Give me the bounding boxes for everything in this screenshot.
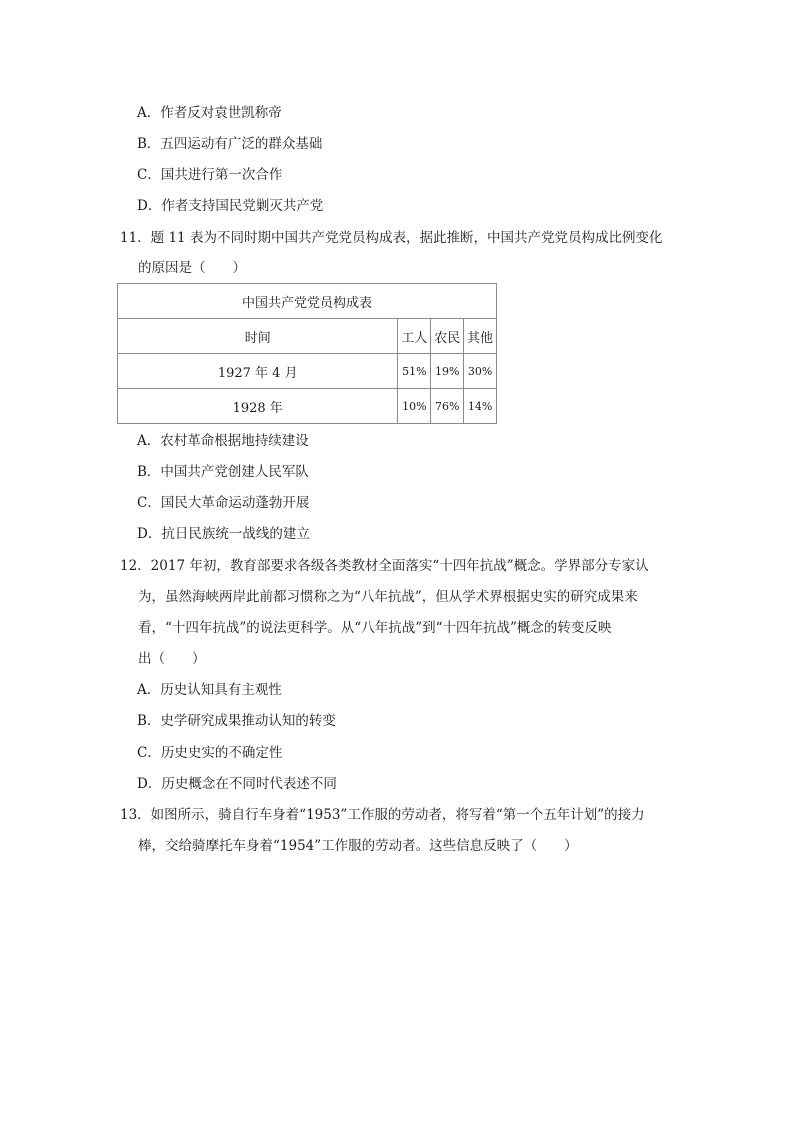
header-peasants: 农民 <box>431 319 464 354</box>
q13-stem-line2: 棒，交给骑摩托车身着“1954”工作服的劳动者。这些信息反映了（ ） <box>138 838 578 854</box>
q12-stem-line1: 12．2017 年初，教育部要求各级各类教材全面落实“十四年抗战”概念。学界部分专家认 <box>120 558 649 574</box>
header-others: 其他 <box>464 319 497 354</box>
header-workers: 工人 <box>398 319 431 354</box>
q10-option-b: B．五四运动有广泛的群众基础 <box>137 136 323 152</box>
q12-option-a: A．历史认知具有主观性 <box>137 682 282 698</box>
q12-stem-line3: 看，“十四年抗战”的说法更科学。从“八年抗战”到“十四年抗战”概念的转变反映 <box>138 620 612 636</box>
q11-option-a: A．农村革命根据地持续建设 <box>137 433 309 449</box>
q11-option-c: C．国民大革命运动蓬勃开展 <box>137 495 310 511</box>
cell-others: 14% <box>464 389 497 424</box>
table-row <box>118 389 497 424</box>
cell-workers: 10% <box>398 389 431 424</box>
q13-stem-line1: 13．如图所示，骑自行车身着“1953”工作服的劳动者，将写着“第一个五年计划”的接力 <box>120 807 645 823</box>
cell-time: 1928 年 <box>118 389 398 424</box>
party-composition-table <box>117 283 497 424</box>
header-time: 时间 <box>118 319 398 354</box>
q12-stem-line4: 出（ ） <box>138 651 206 667</box>
cell-others: 30% <box>464 354 497 389</box>
q10-option-c: C．国共进行第一次合作 <box>137 167 283 183</box>
cell-peasants: 76% <box>431 389 464 424</box>
q10-option-a: A．作者反对袁世凯称帝 <box>137 105 282 121</box>
cell-time: 1927 年 4 月 <box>118 354 398 389</box>
cell-peasants: 19% <box>431 354 464 389</box>
q11-stem-line1: 11．题 11 表为不同时期中国共产党党员构成表，据此推断，中国共产党党员构成比例变化 <box>120 230 663 246</box>
table-header-row <box>118 319 497 354</box>
q12-option-b: B．史学研究成果推动认知的转变 <box>137 713 336 729</box>
q12-option-d: D．历史概念在不同时代表述不同 <box>137 776 337 792</box>
q11-stem-line2: 的原因是（ ） <box>138 260 246 276</box>
table-row <box>118 354 497 389</box>
cell-workers: 51% <box>398 354 431 389</box>
q10-option-d: D．作者支持国民党剿灭共产党 <box>137 198 324 214</box>
q12-stem-line2: 为，虽然海峡两岸此前都习惯称之为“八年抗战”，但从学术界根据史实的研究成果来 <box>138 589 638 605</box>
table-title: 中国共产党党员构成表 <box>118 284 497 319</box>
table-title-row <box>118 284 497 319</box>
q11-option-b: B．中国共产党创建人民军队 <box>137 464 309 480</box>
q11-option-d: D．抗日民族统一战线的建立 <box>137 526 310 542</box>
q12-option-c: C．历史史实的不确定性 <box>137 745 283 761</box>
